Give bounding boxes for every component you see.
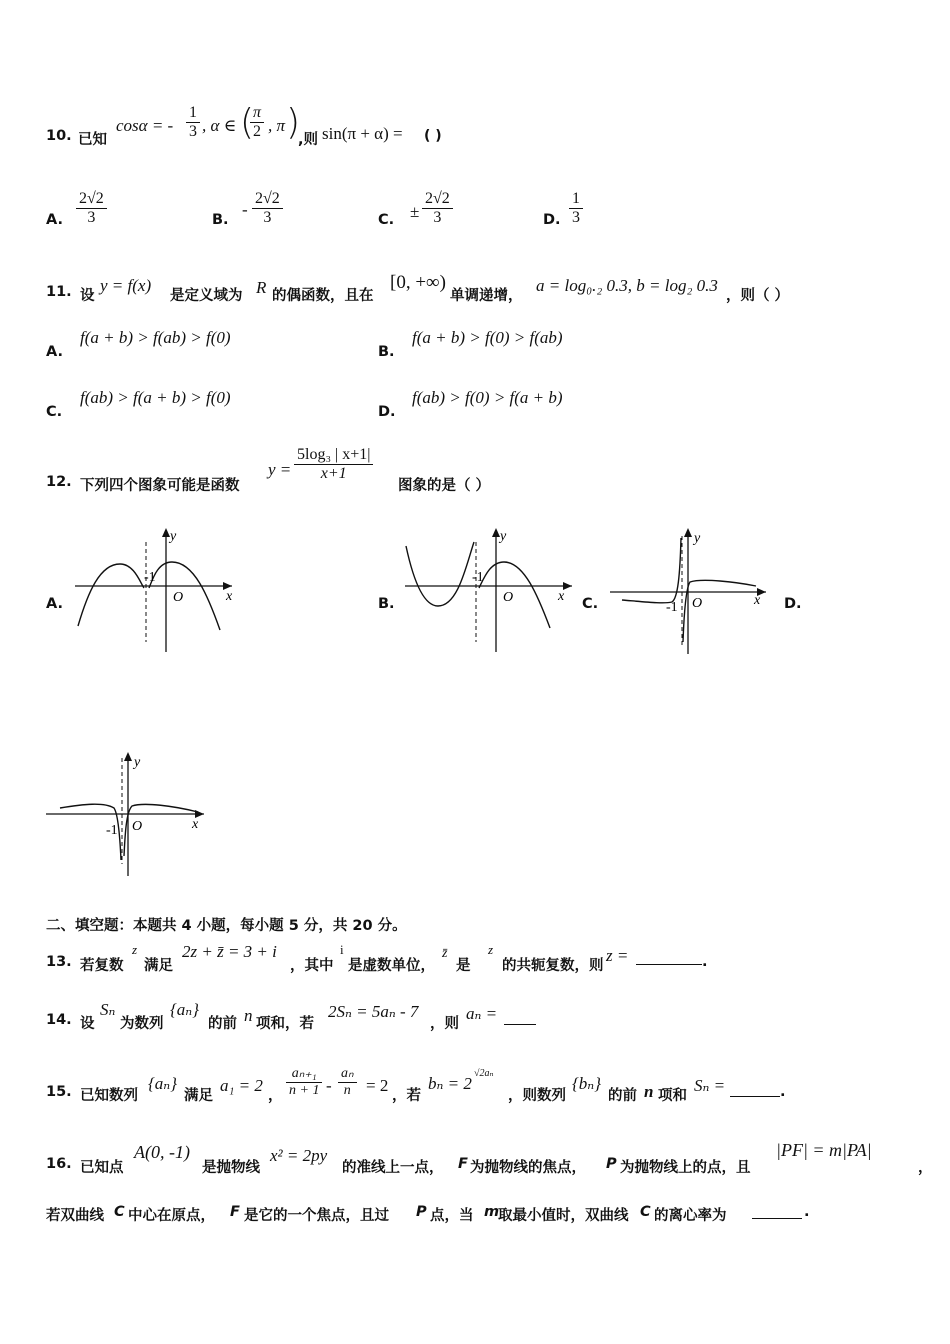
q13-i: i bbox=[340, 942, 344, 957]
q14-ask: aₙ = bbox=[466, 1004, 498, 1023]
q11-func: y = f(x) bbox=[100, 276, 152, 295]
origin-label: O bbox=[173, 590, 184, 605]
y-arrow bbox=[684, 528, 692, 537]
q12-y: y = bbox=[268, 460, 292, 479]
choice-expr: f(ab) > f(a + b) > f(0) bbox=[80, 388, 231, 407]
q15-a1: a₁ = 2 bbox=[220, 1076, 263, 1095]
q10-in: , α ∈ bbox=[202, 116, 237, 135]
q14-text: 的前 bbox=[208, 1016, 237, 1032]
q13 bbox=[46, 940, 926, 974]
q16-text: 中心在原点， bbox=[128, 1208, 215, 1224]
q13-number: 13. bbox=[46, 954, 72, 970]
q15 bbox=[46, 1066, 926, 1106]
q10-expr: sin(π + α) = bbox=[322, 124, 403, 143]
q13-text: ，其中 bbox=[290, 958, 334, 974]
q16-text: 是抛物线 bbox=[202, 1160, 260, 1176]
x-label: x bbox=[558, 589, 565, 604]
y-arrow bbox=[492, 528, 500, 537]
choice-label: B. bbox=[378, 344, 395, 360]
q13-z: z bbox=[132, 942, 138, 957]
curve-left bbox=[622, 538, 681, 603]
q11-lead: 设 bbox=[80, 288, 95, 304]
choice-label: A. bbox=[46, 212, 63, 228]
q15-bn: bₙ = 2 bbox=[428, 1074, 472, 1093]
q16-F: F bbox=[230, 1204, 240, 1220]
choice-frac: $\frac{2√2}{3}$ bbox=[422, 190, 453, 228]
choice-label: D. bbox=[378, 404, 396, 420]
choice-label: B. bbox=[212, 212, 229, 228]
curve-right bbox=[683, 580, 756, 642]
q15-text: 的前 bbox=[608, 1088, 637, 1104]
q14-text: 为数列 bbox=[120, 1016, 164, 1032]
q12-graph-d[interactable] bbox=[44, 748, 214, 880]
choice-expr: f(a + b) > f(0) > f(ab) bbox=[412, 328, 563, 347]
q15-bexp: √2aₙ bbox=[474, 1068, 494, 1079]
y-label: y bbox=[170, 529, 177, 544]
q16-text: 是它的一个焦点，且过 bbox=[244, 1208, 389, 1224]
q10-lparen: ( bbox=[240, 102, 255, 143]
answer-blank[interactable] bbox=[636, 964, 702, 965]
q15-text: ，则数列 bbox=[508, 1088, 566, 1104]
q10-then: ,则 bbox=[298, 132, 319, 148]
choice-label: C. bbox=[378, 212, 395, 228]
q16-P: P bbox=[606, 1156, 617, 1172]
q13-text: 是 bbox=[456, 958, 471, 974]
q14 bbox=[46, 998, 926, 1032]
q10-lead: 已知 bbox=[78, 132, 107, 148]
x-label: x bbox=[754, 593, 761, 608]
origin-label: O bbox=[132, 819, 143, 834]
q16-text: ， bbox=[918, 1160, 933, 1176]
q12-graph-a[interactable] bbox=[70, 524, 245, 656]
y-label: y bbox=[134, 755, 141, 770]
q11-number: 11. bbox=[46, 284, 72, 300]
choice-label: A. bbox=[46, 344, 63, 360]
q16-text: 的离心率为 bbox=[654, 1208, 727, 1224]
q15-an-set: {aₙ} bbox=[148, 1074, 177, 1093]
choice-expr: f(a + b) > f(ab) > f(0) bbox=[80, 328, 231, 347]
y-label: y bbox=[500, 529, 507, 544]
q12-graph-c[interactable] bbox=[606, 524, 776, 656]
q10-number: 10. bbox=[46, 128, 72, 144]
q12-lead: 下列四个图象可能是函数 bbox=[80, 478, 240, 494]
q16-line2 bbox=[46, 1202, 926, 1232]
q11-R: R bbox=[256, 278, 267, 297]
q16-number: 16. bbox=[46, 1156, 72, 1172]
q14-number: 14. bbox=[46, 1012, 72, 1028]
q14-eq: 2Sₙ = 5aₙ - 7 bbox=[328, 1002, 419, 1021]
q15-eq2: = 2 bbox=[366, 1076, 389, 1095]
q11-text: 的偶函数，且在 bbox=[272, 288, 374, 304]
q12-choice-b-label[interactable]: B. bbox=[378, 596, 395, 612]
q15-lead: 已知数列 bbox=[80, 1088, 138, 1104]
q16-text: 点，当 bbox=[430, 1208, 474, 1224]
q11-ab: a = log₀.₂ 0.3, b = log₂ 0.3 bbox=[536, 276, 718, 295]
q13-text: 是虚数单位， bbox=[348, 958, 435, 974]
x-label: x bbox=[226, 589, 233, 604]
q16-text: 为抛物线上的点，且 bbox=[620, 1160, 751, 1176]
q13-text: 的共轭复数，则 bbox=[502, 958, 604, 974]
x-label: x bbox=[192, 817, 199, 832]
q14-an-set: {aₙ} bbox=[170, 1000, 199, 1019]
q13-lead: 若复数 bbox=[80, 958, 124, 974]
q11-text: ，则（ ） bbox=[726, 288, 790, 304]
origin-label: O bbox=[503, 590, 514, 605]
q16-cond: |PF| = m|PA| bbox=[776, 1140, 872, 1160]
q13-end: . bbox=[702, 954, 708, 970]
q11-text: 单调递增， bbox=[450, 288, 523, 304]
q13-zbar: z̄ bbox=[442, 946, 448, 961]
choice-frac: $\frac{1}{3}$ bbox=[569, 190, 583, 228]
answer-blank[interactable] bbox=[504, 1024, 536, 1025]
q10-cos-frac: $\frac{1}{3}$ bbox=[186, 104, 200, 142]
section-heading: 二、填空题：本题共 4 小题，每小题 5 分，共 20 分。 bbox=[46, 918, 407, 934]
q14-text: 项和，若 bbox=[256, 1016, 314, 1032]
q13-text: 满足 bbox=[144, 958, 173, 974]
minus-one-label: -1 bbox=[106, 823, 118, 838]
q14-Sn: Sₙ bbox=[100, 1000, 116, 1019]
q16-P: P bbox=[416, 1204, 427, 1220]
q11-stem bbox=[46, 272, 926, 302]
q16-parabola: x² = 2py bbox=[270, 1146, 328, 1165]
x-arrow bbox=[563, 582, 572, 590]
q15-sep: ， bbox=[268, 1088, 283, 1104]
q11-interval: [0, +∞) bbox=[390, 272, 446, 293]
curve-right bbox=[479, 562, 550, 628]
q15-text: ，若 bbox=[392, 1088, 421, 1104]
answer-blank[interactable] bbox=[730, 1096, 780, 1097]
q12-tail: 图象的是（ ） bbox=[398, 478, 491, 494]
q15-number: 15. bbox=[46, 1084, 72, 1100]
q12-choice-c-label[interactable]: C. bbox=[582, 596, 599, 612]
q15-text: 满足 bbox=[184, 1088, 213, 1104]
q16-C: C bbox=[114, 1204, 125, 1220]
q12-frac: $\frac{\text{5log₃ | x+1|}}{x+1}$ bbox=[294, 446, 373, 484]
q14-lead: 设 bbox=[80, 1016, 95, 1032]
answer-blank[interactable] bbox=[752, 1218, 802, 1219]
q14-text: ，则 bbox=[430, 1016, 459, 1032]
q10-answer-paren: ( ) bbox=[424, 128, 442, 144]
q13-ask: z = bbox=[606, 946, 629, 965]
q10-rparen: ) bbox=[286, 102, 301, 143]
q13-eq: 2z + z̄ = 3 + i bbox=[182, 942, 277, 961]
q13-z: z bbox=[488, 942, 494, 957]
origin-label: O bbox=[692, 596, 703, 611]
curve-left bbox=[78, 564, 144, 626]
y-arrow bbox=[162, 528, 170, 537]
minus-one-label: -1 bbox=[666, 600, 678, 615]
q16-text: 若双曲线 bbox=[46, 1208, 104, 1224]
minus-one-label: -1 bbox=[144, 570, 156, 585]
q16-A: A(0, -1) bbox=[134, 1142, 190, 1162]
q16-end: . bbox=[804, 1204, 810, 1220]
q15-minus: - bbox=[326, 1076, 332, 1095]
choice-frac: $\frac{2√2}{3}$ bbox=[252, 190, 283, 228]
q16-lead: 已知点 bbox=[80, 1160, 124, 1176]
q12-choice-a-label[interactable]: A. bbox=[46, 596, 63, 612]
y-arrow bbox=[124, 752, 132, 761]
q15-frac2: $\frac{\text{aₙ}}{n}$ bbox=[338, 1066, 357, 1099]
q15-end: . bbox=[780, 1084, 786, 1100]
choice-sign: - bbox=[242, 200, 248, 219]
q15-bn-set: {bₙ} bbox=[572, 1074, 601, 1093]
q15-ask: Sₙ = bbox=[694, 1076, 726, 1095]
q10-int-frac: $\frac{\pi}{2}$ bbox=[250, 104, 264, 142]
choice-label: C. bbox=[46, 404, 63, 420]
q16-line1 bbox=[46, 1138, 933, 1176]
q16-text: 的准线上一点， bbox=[342, 1160, 444, 1176]
q15-frac1: $\frac{\text{aₙ₊₁}}{n + 1}$ bbox=[286, 1066, 322, 1099]
choice-frac: $\frac{2√2}{3}$ bbox=[76, 190, 107, 228]
y-label: y bbox=[694, 531, 701, 546]
q12-choice-d-label[interactable]: D. bbox=[784, 596, 802, 612]
q16-text: 取最小值时，双曲线 bbox=[498, 1208, 629, 1224]
q10-int-tail: , π bbox=[268, 116, 286, 135]
minus-one-label: -1 bbox=[472, 570, 484, 585]
q14-n: n bbox=[244, 1006, 253, 1025]
q12-graph-b[interactable] bbox=[400, 524, 575, 656]
curve-right bbox=[149, 562, 220, 630]
q16-text: 为抛物线的焦点， bbox=[470, 1160, 586, 1176]
choice-sign: ± bbox=[410, 202, 420, 221]
q15-n: n bbox=[644, 1082, 654, 1101]
q11-text: 是定义域为 bbox=[170, 288, 243, 304]
choice-label: D. bbox=[543, 212, 561, 228]
q15-text: 项和 bbox=[658, 1088, 687, 1104]
choice-expr: f(ab) > f(0) > f(a + b) bbox=[412, 388, 563, 407]
q16-F: F bbox=[458, 1156, 468, 1172]
q12-number: 12. bbox=[46, 474, 72, 490]
q12-stem bbox=[46, 444, 646, 494]
q16-C: C bbox=[640, 1204, 651, 1220]
q10-cos: cosα = - bbox=[116, 116, 174, 135]
curve-left bbox=[406, 542, 474, 606]
q16-m: m bbox=[484, 1204, 500, 1220]
